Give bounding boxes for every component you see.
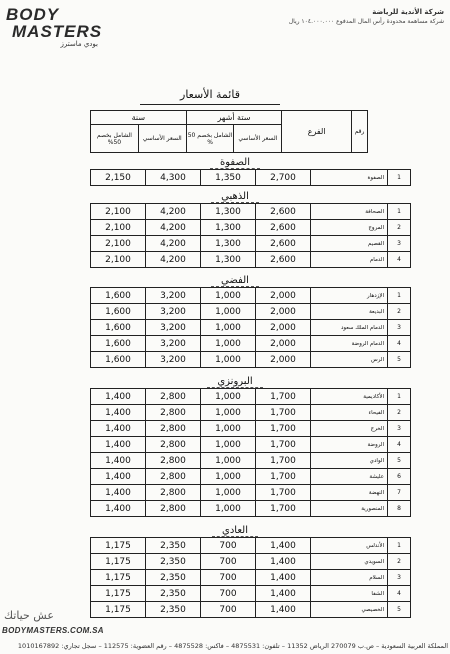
branch-name: الوادي xyxy=(311,453,388,469)
table-row xyxy=(91,170,411,186)
six-month-basic-price: 2,600 xyxy=(256,236,311,252)
six-month-discount-price: 1,000 xyxy=(201,288,256,304)
section-title: الفضي xyxy=(211,275,259,287)
branch-name: السلام xyxy=(311,570,388,586)
six-month-discount-price: 1,300 xyxy=(201,252,256,268)
year-basic-price: 4,200 xyxy=(146,252,201,268)
header-index: رقم xyxy=(351,111,367,153)
table-row xyxy=(91,288,411,304)
row-index: 3 xyxy=(388,236,411,252)
section-table xyxy=(90,203,411,268)
row-index: 6 xyxy=(388,469,411,485)
section-table xyxy=(90,537,411,618)
year-discount-price: 2,100 xyxy=(91,236,146,252)
six-month-basic-price: 2,000 xyxy=(256,304,311,320)
year-discount-price: 1,600 xyxy=(91,352,146,368)
table-row xyxy=(91,485,411,501)
section-bronze xyxy=(90,375,401,517)
table-row xyxy=(91,602,411,618)
row-index: 1 xyxy=(388,389,411,405)
six-month-basic-price: 1,700 xyxy=(256,469,311,485)
six-month-discount-price: 1,000 xyxy=(201,304,256,320)
watermark-text: عش حياتك xyxy=(4,609,54,622)
year-basic-price: 4,200 xyxy=(146,220,201,236)
year-basic-price: 2,350 xyxy=(146,570,201,586)
year-basic-price: 2,350 xyxy=(146,586,201,602)
year-discount-price: 1,175 xyxy=(91,586,146,602)
row-index: 5 xyxy=(388,453,411,469)
section-title: الصفوة xyxy=(210,157,260,169)
year-discount-price: 2,100 xyxy=(91,220,146,236)
table-row xyxy=(91,570,411,586)
row-index: 1 xyxy=(388,204,411,220)
row-index: 3 xyxy=(388,320,411,336)
table-row xyxy=(91,252,411,268)
branch-name: المروج xyxy=(311,220,388,236)
row-index: 4 xyxy=(388,586,411,602)
year-basic-price: 2,800 xyxy=(146,405,201,421)
year-discount-price: 2,150 xyxy=(91,170,146,186)
table-row xyxy=(91,501,411,517)
six-month-discount-price: 700 xyxy=(201,538,256,554)
branch-name: الروضة xyxy=(311,437,388,453)
section-title: البرونزي xyxy=(207,376,262,388)
six-month-basic-price: 1,700 xyxy=(256,421,311,437)
year-basic-price: 3,200 xyxy=(146,288,201,304)
six-month-basic-price: 1,400 xyxy=(256,602,311,618)
six-month-basic-price: 2,600 xyxy=(256,252,311,268)
table-row xyxy=(91,453,411,469)
section-gold xyxy=(90,190,401,268)
year-basic-price: 4,300 xyxy=(146,170,201,186)
branch-name: الدمام الملك سعود xyxy=(311,320,388,336)
six-month-discount-price: 1,300 xyxy=(201,220,256,236)
row-index: 2 xyxy=(388,220,411,236)
section-silver xyxy=(90,274,401,368)
table-row xyxy=(91,437,411,453)
company-info xyxy=(194,8,444,25)
six-month-discount-price: 1,000 xyxy=(201,336,256,352)
six-month-discount-price: 700 xyxy=(201,586,256,602)
year-basic-price: 2,350 xyxy=(146,602,201,618)
six-month-discount-price: 1,000 xyxy=(201,453,256,469)
table-row xyxy=(91,405,411,421)
branch-name: القصيم xyxy=(311,236,388,252)
header-six-discount: الشامل بخصم 50 % xyxy=(186,125,234,153)
row-index: 4 xyxy=(388,437,411,453)
six-month-basic-price: 2,000 xyxy=(256,320,311,336)
row-index: 4 xyxy=(388,336,411,352)
company-name: شركة الأندية للرياضة xyxy=(372,8,444,16)
table-row xyxy=(91,538,411,554)
year-basic-price: 2,800 xyxy=(146,389,201,405)
six-month-basic-price: 2,700 xyxy=(256,170,311,186)
year-basic-price: 2,350 xyxy=(146,538,201,554)
row-index: 1 xyxy=(388,288,411,304)
six-month-discount-price: 700 xyxy=(201,602,256,618)
brand-logo xyxy=(6,6,102,48)
six-month-basic-price: 1,700 xyxy=(256,501,311,517)
year-discount-price: 2,100 xyxy=(91,252,146,268)
row-index: 2 xyxy=(388,554,411,570)
six-month-discount-price: 1,300 xyxy=(201,204,256,220)
six-month-discount-price: 1,000 xyxy=(201,389,256,405)
year-basic-price: 4,200 xyxy=(146,236,201,252)
branch-name: النهضة xyxy=(311,485,388,501)
header-year: سنة xyxy=(91,111,187,125)
six-month-basic-price: 2,000 xyxy=(256,336,311,352)
six-month-discount-price: 1,300 xyxy=(201,236,256,252)
year-discount-price: 1,600 xyxy=(91,288,146,304)
year-discount-price: 1,400 xyxy=(91,485,146,501)
section-title: الذهبي xyxy=(211,191,259,203)
year-discount-price: 1,400 xyxy=(91,453,146,469)
row-index: 3 xyxy=(388,570,411,586)
year-discount-price: 1,600 xyxy=(91,336,146,352)
year-discount-price: 1,400 xyxy=(91,501,146,517)
six-month-basic-price: 2,600 xyxy=(256,220,311,236)
branch-name: عليشة xyxy=(311,469,388,485)
year-basic-price: 3,200 xyxy=(146,304,201,320)
branch-name: الدمام الروضة xyxy=(311,336,388,352)
header-six-basic: السعر الأساسي xyxy=(234,125,282,153)
section-table xyxy=(90,287,411,368)
table-row xyxy=(91,352,411,368)
row-index: 5 xyxy=(388,602,411,618)
six-month-discount-price: 1,000 xyxy=(201,352,256,368)
six-month-discount-price: 1,350 xyxy=(201,170,256,186)
page-title: قائمة الأسعار xyxy=(140,88,280,105)
branch-name: الدمام xyxy=(311,252,388,268)
row-index: 2 xyxy=(388,304,411,320)
year-basic-price: 2,800 xyxy=(146,437,201,453)
table-row xyxy=(91,220,411,236)
year-discount-price: 2,100 xyxy=(91,204,146,220)
row-index: 5 xyxy=(388,352,411,368)
six-month-basic-price: 2,600 xyxy=(256,204,311,220)
year-discount-price: 1,400 xyxy=(91,437,146,453)
year-discount-price: 1,600 xyxy=(91,320,146,336)
six-month-discount-price: 1,000 xyxy=(201,421,256,437)
table-row xyxy=(91,421,411,437)
year-discount-price: 1,400 xyxy=(91,469,146,485)
year-discount-price: 1,400 xyxy=(91,389,146,405)
six-month-basic-price: 1,400 xyxy=(256,586,311,602)
logo-text-masters: MASTERS xyxy=(12,22,103,41)
logo-text-body: BODY xyxy=(6,5,60,24)
section-safwa xyxy=(90,156,401,186)
header-six-months: ستة أشهر xyxy=(186,111,282,125)
year-discount-price: 1,175 xyxy=(91,570,146,586)
branch-name: الصحافة xyxy=(311,204,388,220)
row-index: 3 xyxy=(388,421,411,437)
footer-contact: المملكة العربية السعودية – ص.ب 270079 الرياض 11352 – تلفون: 4875531 – فاكس: 4875528 – رقم العضوية: 112575 – سجل تجاري: 1010167892 xyxy=(17,642,448,650)
section-title: العادي xyxy=(212,525,258,537)
year-basic-price: 3,200 xyxy=(146,320,201,336)
year-basic-price: 2,800 xyxy=(146,453,201,469)
six-month-discount-price: 1,000 xyxy=(201,437,256,453)
table-row xyxy=(91,586,411,602)
year-basic-price: 2,800 xyxy=(146,501,201,517)
branch-name: الأكاديمية xyxy=(311,389,388,405)
section-table xyxy=(90,169,411,186)
six-month-basic-price: 1,700 xyxy=(256,453,311,469)
table-row xyxy=(91,389,411,405)
price-table-header xyxy=(90,110,368,153)
six-month-discount-price: 700 xyxy=(201,554,256,570)
six-month-basic-price: 2,000 xyxy=(256,352,311,368)
table-row xyxy=(91,336,411,352)
row-index: 2 xyxy=(388,405,411,421)
year-discount-price: 1,600 xyxy=(91,304,146,320)
header-branch: الفرع xyxy=(282,111,352,153)
table-row xyxy=(91,236,411,252)
row-index: 7 xyxy=(388,485,411,501)
section-table xyxy=(90,388,411,517)
row-index: 8 xyxy=(388,501,411,517)
six-month-discount-price: 1,000 xyxy=(201,485,256,501)
branch-name: السويدي xyxy=(311,554,388,570)
six-month-discount-price: 1,000 xyxy=(201,405,256,421)
six-month-basic-price: 1,700 xyxy=(256,437,311,453)
branch-name: الأندلس xyxy=(311,538,388,554)
branch-name: الإزدهار xyxy=(311,288,388,304)
table-row xyxy=(91,554,411,570)
six-month-basic-price: 1,400 xyxy=(256,570,311,586)
branch-name: البديعة xyxy=(311,304,388,320)
branch-name: الفيحاء xyxy=(311,405,388,421)
row-index: 1 xyxy=(388,170,411,186)
six-month-basic-price: 1,400 xyxy=(256,538,311,554)
branch-name: الرس xyxy=(311,352,388,368)
six-month-basic-price: 1,400 xyxy=(256,554,311,570)
branch-name: المنصورية xyxy=(311,501,388,517)
year-basic-price: 3,200 xyxy=(146,352,201,368)
table-row xyxy=(91,320,411,336)
year-discount-price: 1,175 xyxy=(91,602,146,618)
six-month-basic-price: 1,700 xyxy=(256,389,311,405)
six-month-discount-price: 1,000 xyxy=(201,501,256,517)
year-discount-price: 1,175 xyxy=(91,538,146,554)
six-month-discount-price: 700 xyxy=(201,570,256,586)
branch-name: الصفوة xyxy=(311,170,388,186)
year-basic-price: 2,800 xyxy=(146,485,201,501)
website-url: BODYMASTERS.COM.SA xyxy=(2,626,104,635)
six-month-discount-price: 1,000 xyxy=(201,320,256,336)
branch-name: الخرج xyxy=(311,421,388,437)
year-basic-price: 2,350 xyxy=(146,554,201,570)
branch-name: الخصيصي xyxy=(311,602,388,618)
year-basic-price: 4,200 xyxy=(146,204,201,220)
row-index: 4 xyxy=(388,252,411,268)
table-row xyxy=(91,204,411,220)
year-discount-price: 1,400 xyxy=(91,405,146,421)
year-discount-price: 1,175 xyxy=(91,554,146,570)
year-basic-price: 3,200 xyxy=(146,336,201,352)
logo-text-arabic: بودي ماسترز xyxy=(60,40,98,48)
header-year-discount: الشامل بخصم 50% xyxy=(91,125,139,153)
year-basic-price: 2,800 xyxy=(146,469,201,485)
year-discount-price: 1,400 xyxy=(91,421,146,437)
six-month-basic-price: 1,700 xyxy=(256,485,311,501)
six-month-discount-price: 1,000 xyxy=(201,469,256,485)
header-year-basic: السعر الأساسي xyxy=(138,125,186,153)
table-row xyxy=(91,304,411,320)
six-month-basic-price: 1,700 xyxy=(256,405,311,421)
company-description: شركة مساهمة محدودة رأس المال المدفوع ١٠٤.٠٠٠.٠٠٠ ريال xyxy=(288,18,444,25)
section-regular xyxy=(90,524,401,618)
year-basic-price: 2,800 xyxy=(146,421,201,437)
table-row xyxy=(91,469,411,485)
row-index: 1 xyxy=(388,538,411,554)
branch-name: الشفا xyxy=(311,586,388,602)
six-month-basic-price: 2,000 xyxy=(256,288,311,304)
